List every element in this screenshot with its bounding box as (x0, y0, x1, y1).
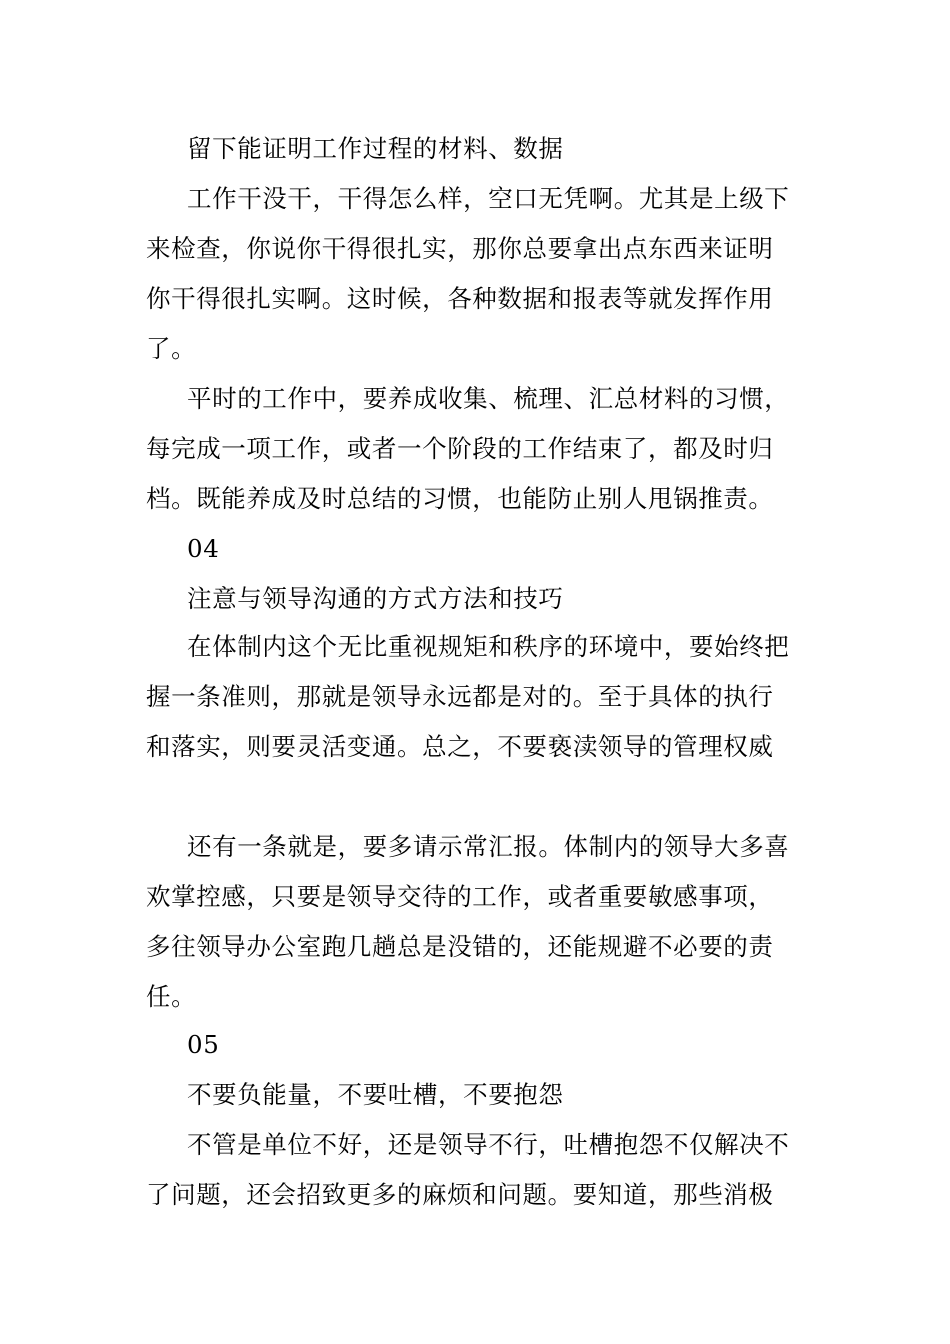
paragraph-line: 平时的工作中，要养成收集、梳理、汇总材料的习惯， (187, 384, 790, 413)
paragraph-line: 多往领导办公室跑几趟总是没错的，还能规避不必要的责 (146, 932, 774, 961)
paragraph-line: 不管是单位不好，还是领导不行，吐槽抱怨不仅解决不 (187, 1130, 790, 1159)
paragraph-line: 档。既能养成及时总结的习惯，也能防止别人甩锅推责。 (146, 484, 774, 513)
section-heading: 留下能证明工作过程的材料、数据 (187, 134, 564, 163)
paragraph-line: 在体制内这个无比重视规矩和秩序的环境中，要始终把 (187, 632, 790, 661)
paragraph-line: 了问题，还会招致更多的麻烦和问题。要知道，那些消极 (146, 1180, 774, 1209)
paragraph-line: 和落实，则要灵活变通。总之，不要亵渎领导的管理权威 (146, 732, 774, 761)
section-number: 05 (187, 1030, 220, 1059)
paragraph-line: 每完成一项工作，或者一个阶段的工作结束了，都及时归 (146, 434, 774, 463)
section-heading: 注意与领导沟通的方式方法和技巧 (187, 584, 564, 613)
paragraph-line: 了。 (146, 334, 197, 363)
paragraph-line: 还有一条就是，要多请示常汇报。体制内的领导大多喜 (187, 832, 790, 861)
paragraph-line: 你干得很扎实啊。这时候，各种数据和报表等就发挥作用 (146, 284, 774, 313)
paragraph-line: 任。 (146, 982, 197, 1011)
paragraph-line: 工作干没干，干得怎么样，空口无凭啊。尤其是上级下 (187, 184, 790, 213)
section-heading: 不要负能量，不要吐槽，不要抱怨 (187, 1080, 564, 1109)
paragraph-line: 握一条准则，那就是领导永远都是对的。至于具体的执行 (146, 682, 774, 711)
paragraph-line: 欢掌控感，只要是领导交待的工作，或者重要敏感事项， (146, 882, 774, 911)
section-number: 04 (187, 534, 220, 563)
paragraph-line: 来检查，你说你干得很扎实，那你总要拿出点东西来证明 (146, 234, 774, 263)
